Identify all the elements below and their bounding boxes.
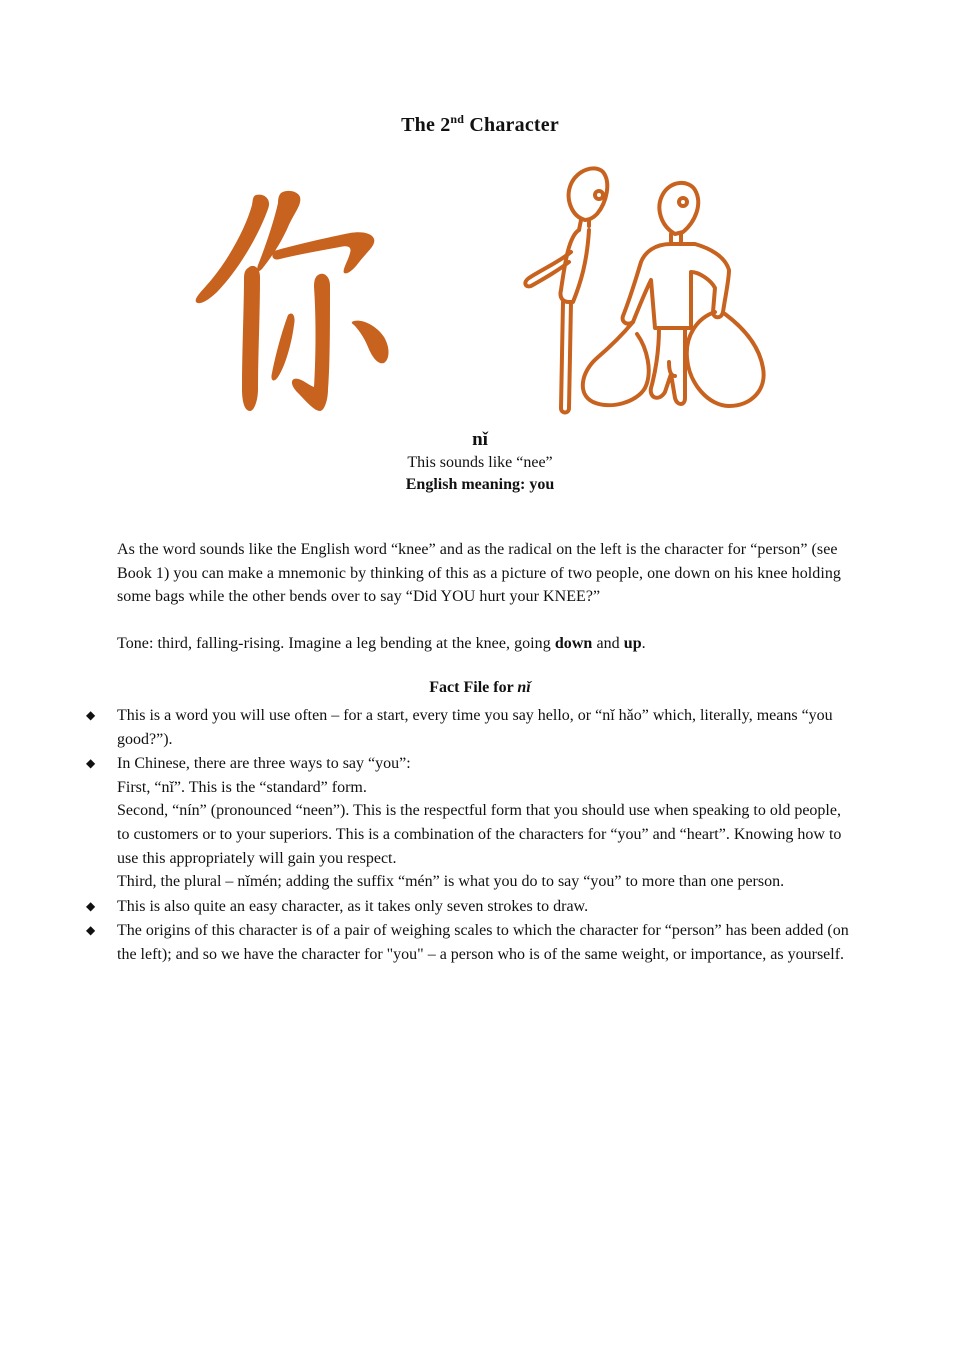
tone-up: up — [623, 635, 642, 652]
fact-item-usage — [0, 704, 852, 751]
fact-file-heading — [0, 679, 960, 697]
fact-file-list — [0, 704, 960, 968]
fact-line: In Chinese, there are three ways to say “you”: — [117, 755, 411, 773]
title-ordinal-suffix: nd — [450, 112, 465, 126]
bullet-icon: ◆ — [86, 923, 96, 938]
mnemonic-paragraph: As the word sounds like the English word “knee” and as the radical on the left is the character for “person” (see Book 1) you can make a mnemonic by thinking of this as a picture of two people, one down on his knee holding some bags while the other bends over to say “Did YOU hurt your KNEE?” — [117, 541, 841, 605]
fact-file-pinyin: nǐ — [517, 679, 531, 696]
pronunciation-block — [0, 428, 960, 496]
english-meaning: English meaning: you — [405, 476, 555, 493]
bullet-icon: ◆ — [86, 708, 96, 722]
tone-and: and — [592, 635, 624, 652]
bullet-icon: ◆ — [86, 756, 96, 771]
page-title — [0, 114, 960, 137]
fact-file-label: Fact File for — [429, 679, 518, 696]
fact-line: This is a word you will use often – for a start, every time you say hello, or “nǐ hǎo” which, literally, means “you good?”). — [117, 707, 833, 748]
tone-period: . — [641, 635, 646, 652]
fact-item-strokes — [0, 895, 852, 919]
fact-line: Third, the plural – nǐmén; adding the suffix “mén” is what you do to say “you” to more than one person. — [117, 873, 785, 891]
title-suffix: Character — [464, 114, 559, 136]
two-people-illustration — [515, 162, 777, 420]
chinese-character-ni-image — [190, 175, 435, 420]
sounds-like: This sounds like “nee” — [407, 454, 553, 471]
tone-down: down — [554, 635, 593, 652]
pinyin: nǐ — [472, 429, 488, 450]
fact-line: This is also quite an easy character, as it takes only seven strokes to draw. — [117, 897, 589, 915]
bullet-icon: ◆ — [86, 898, 96, 913]
fact-item-three-ways — [0, 752, 852, 894]
tone-text: Tone: third, falling-rising. Imagine a leg bending at the knee, going — [117, 635, 555, 652]
fact-item-origins — [0, 919, 852, 966]
fact-line: First, “nǐ”. This is the “standard” form. — [117, 778, 367, 796]
fact-line: The origins of this character is of a pair of weighing scales to which the character for “person” has been added (on the left); and so we have the character for "you" – a person who is of the same weight, or importance, as yourself. — [117, 922, 849, 963]
tone-paragraph — [117, 632, 852, 656]
title-prefix: The 2 — [401, 114, 451, 136]
fact-line: Second, “nín” (pronounced “neen”). This is the respectful form that you should use when speaking to old people, to customers or to your superiors. This is a combination of the characters for “you” and “heart”. Knowing how to use this appropriately will gain you respect. — [117, 802, 842, 867]
